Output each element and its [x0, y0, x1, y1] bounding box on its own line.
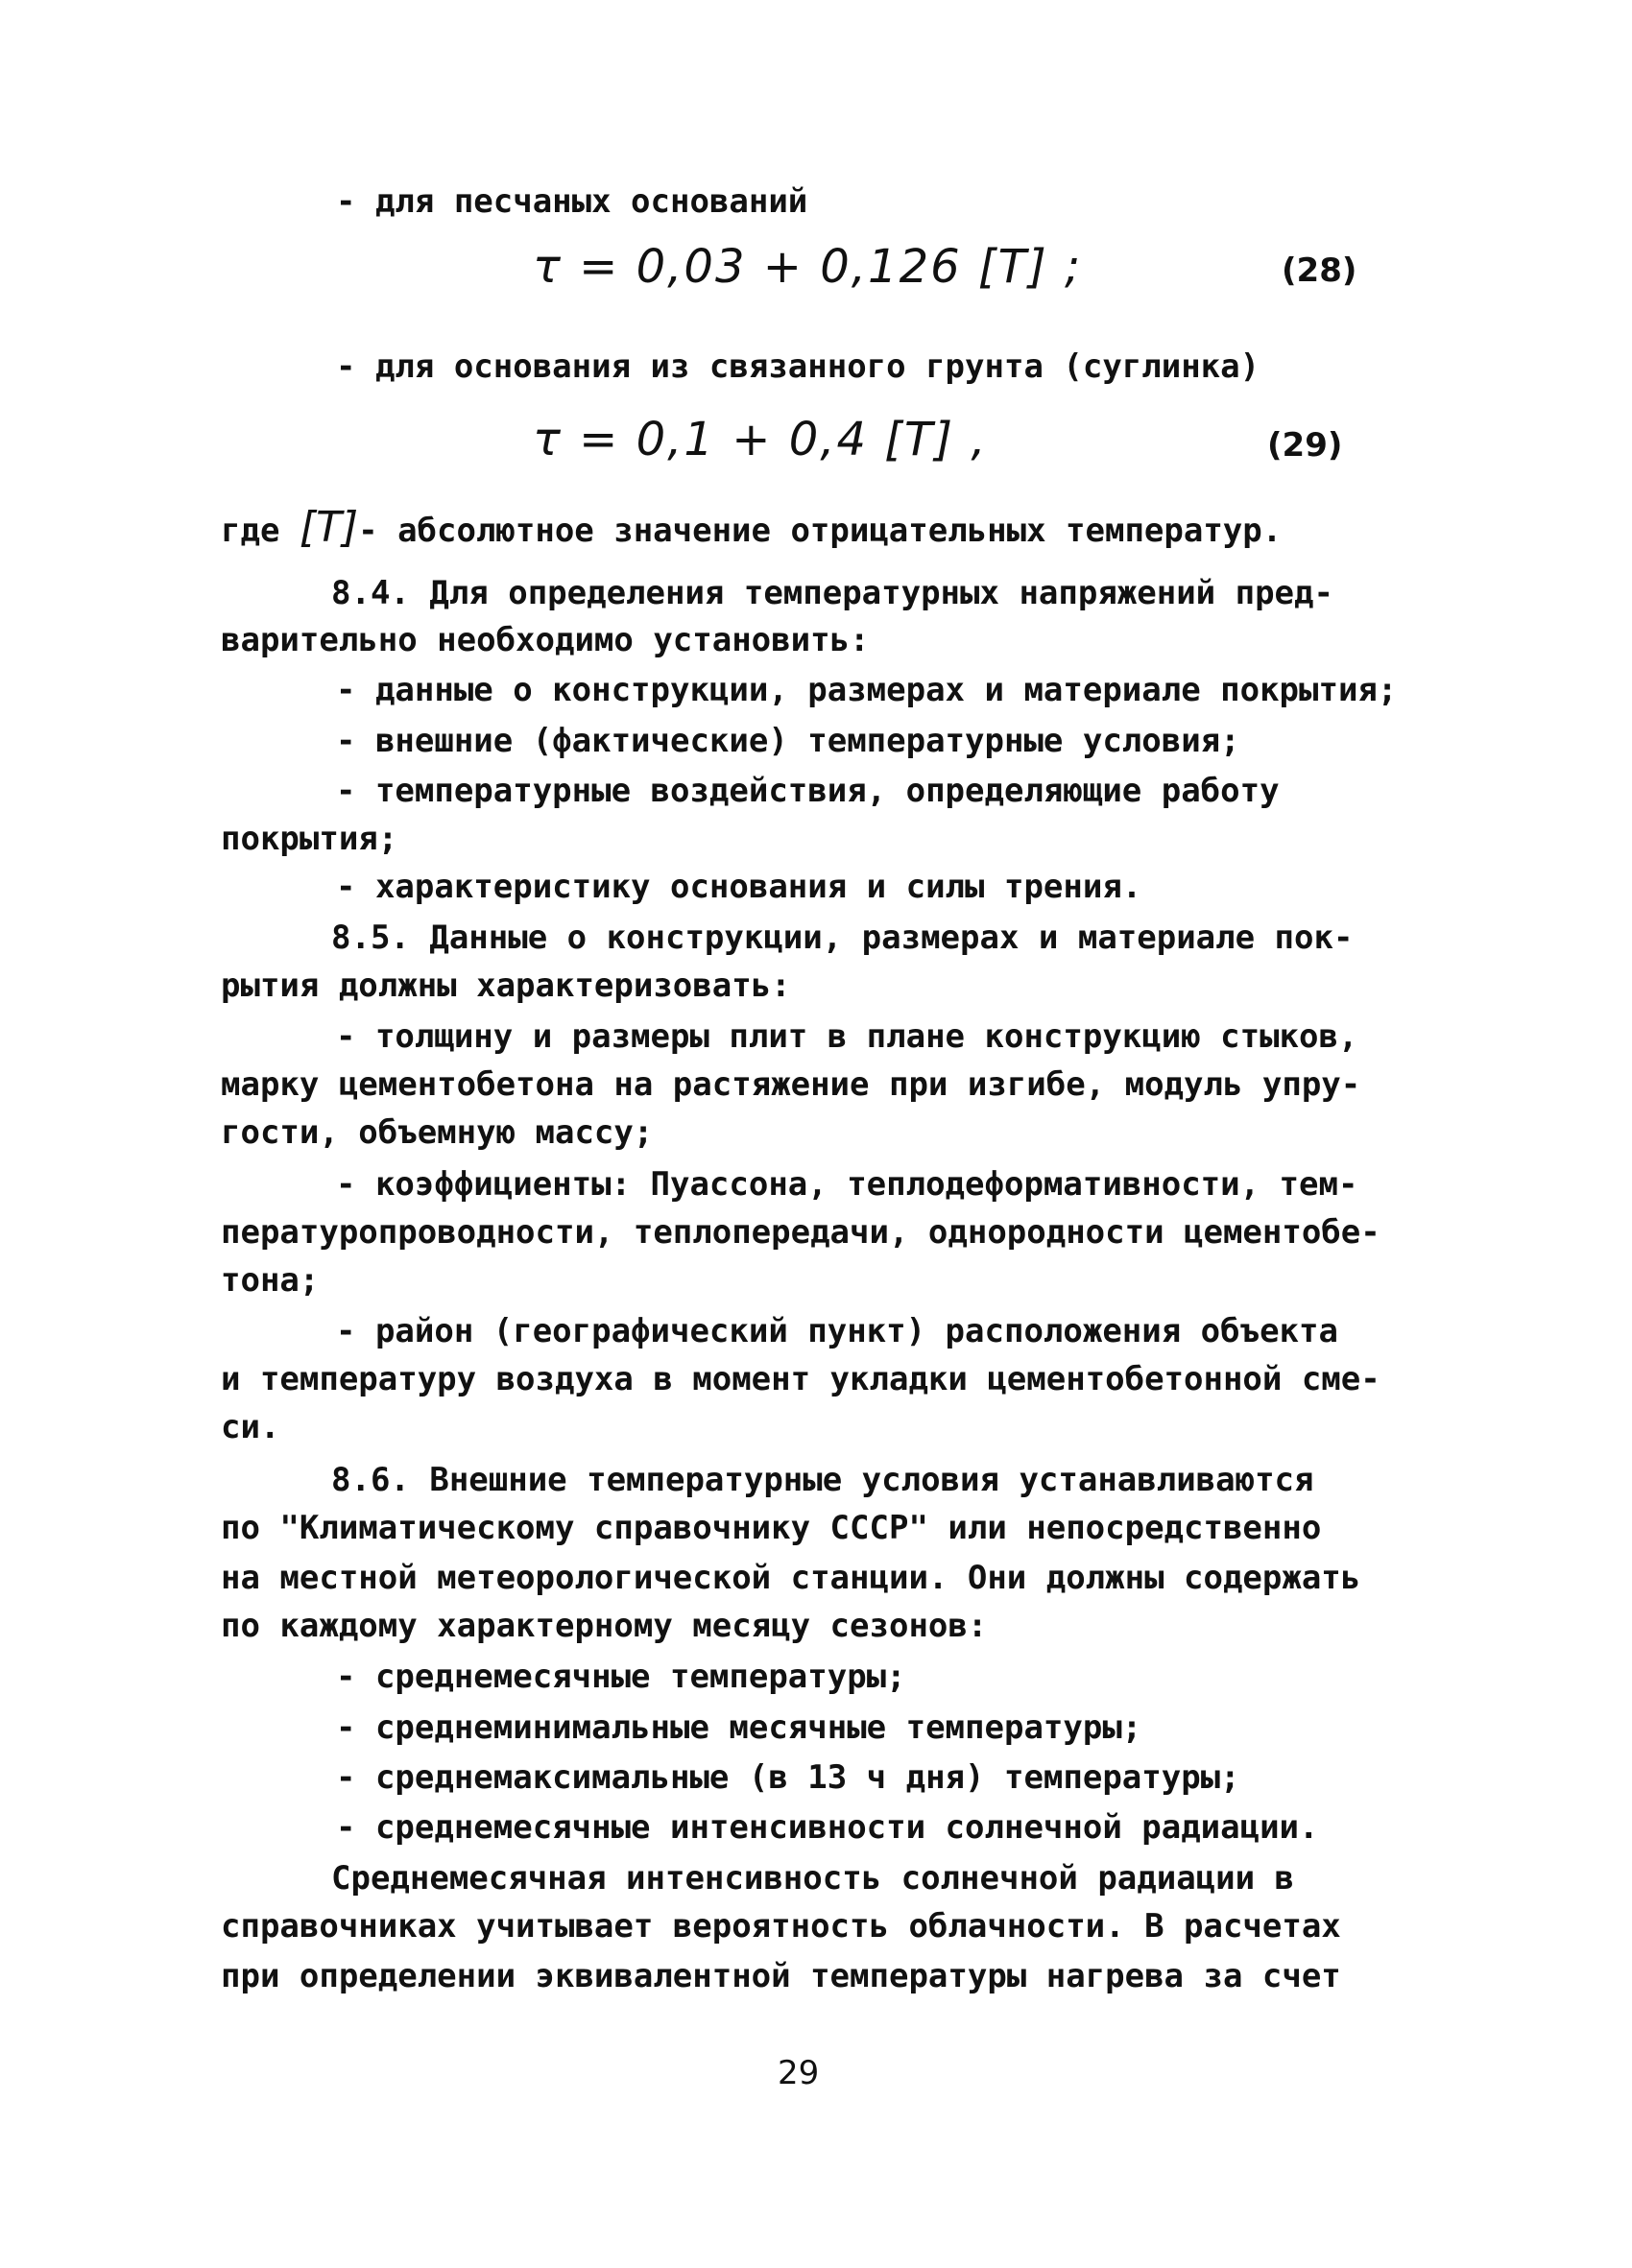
list-item: - толщину и размеры плит в плане конструкцию стыков, — [336, 1017, 1358, 1056]
formula-29: τ = 0,1 + 0,4 [T] , — [533, 413, 988, 466]
text-line-8-6-heading: 8.6. Внешние температурные условия устанавливаются — [331, 1461, 1314, 1499]
list-item: - внешние (фактические) температурные условия; — [336, 722, 1240, 760]
text-line: по "Климатическому справочнику СССР" или непосредственно — [221, 1509, 1322, 1547]
text-line-cohesive-base: - для основания из связанного грунта (суглинка) — [336, 347, 1260, 386]
temperature-symbol: [T] — [299, 503, 359, 552]
text-line: варительно необходимо установить: — [221, 621, 870, 659]
text-line-sandy-bases: - для песчаных оснований — [336, 182, 808, 221]
equation-number-29: (29) — [1267, 426, 1343, 465]
equation-number-28: (28) — [1282, 251, 1357, 290]
text-line: при определении эквивалентной температуры нагрева за счет — [221, 1957, 1341, 1995]
page-number: 29 — [778, 2054, 820, 2092]
list-item: - характеристику основания и силы трения. — [336, 868, 1142, 906]
text-line: тона; — [221, 1261, 320, 1300]
list-item: - среднемесячные температуры; — [336, 1658, 906, 1696]
text-line-8-4-heading: 8.4. Для определения температурных напряжений пред- — [331, 574, 1333, 612]
list-item: - температурные воздействия, определяющие работу — [336, 772, 1280, 810]
formula-28: τ = 0,03 + 0,126 [T] ; — [533, 240, 1083, 294]
text-line: марку цементобетона на растяжение при изгибе, модуль упру- — [221, 1065, 1361, 1104]
text-line: на местной метеорологической станции. Они должны содержать — [221, 1559, 1361, 1597]
text-line: справочниках учитывает вероятность облачности. В расчетах — [221, 1907, 1341, 1946]
text-line: и температуру воздуха в момент укладки цементобетонной сме- — [221, 1360, 1380, 1398]
list-item: - район (географический пункт) расположения объекта — [336, 1312, 1338, 1350]
list-item: - среднемаксимальные (в 13 ч дня) температуры; — [336, 1758, 1240, 1797]
text-line-where — [221, 503, 1283, 552]
text-line: Среднемесячная интенсивность солнечной радиации в — [331, 1859, 1295, 1898]
text-line: покрытия; — [221, 820, 398, 858]
list-item: - среднемесячные интенсивности солнечной радиации. — [336, 1808, 1319, 1847]
text-line: пературопроводности, теплопередачи, однородности цементобе- — [221, 1213, 1380, 1252]
list-item: - среднеминимальные месячные температуры; — [336, 1708, 1142, 1747]
where-definition: - абсолютное значение отрицательных температур. — [358, 512, 1283, 550]
where-word: где — [221, 512, 280, 550]
text-line: по каждому характерному месяцу сезонов: — [221, 1607, 988, 1645]
text-line: рытия должны характеризовать: — [221, 967, 791, 1005]
list-item: - коэффициенты: Пуассона, теплодеформативности, тем- — [336, 1165, 1358, 1204]
text-line: гости, объемную массу; — [221, 1113, 654, 1152]
text-line-8-5-heading: 8.5. Данные о конструкции, размерах и материале пок- — [331, 919, 1354, 957]
text-line: си. — [221, 1408, 280, 1446]
list-item: - данные о конструкции, размерах и материале покрытия; — [336, 671, 1398, 709]
